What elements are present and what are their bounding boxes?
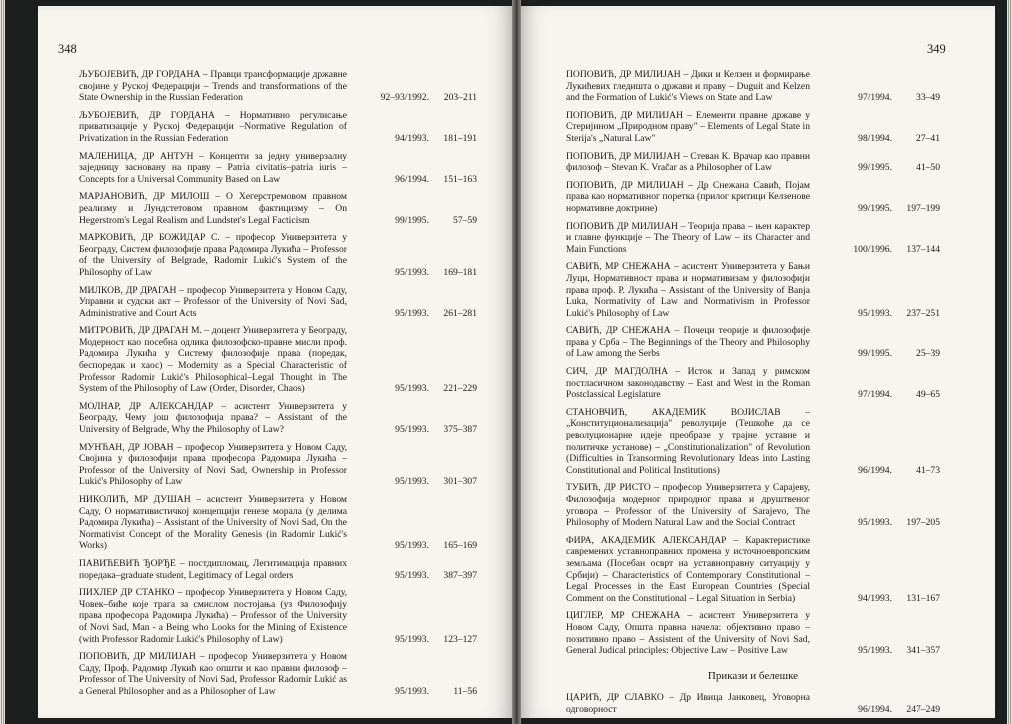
entry-pages: 25–39: [916, 348, 940, 360]
entry-pages: 57–59: [453, 214, 477, 226]
bibliography-entry: [79, 587, 477, 645]
entry-text: ПАВИЋЕВИЋ ЂОРЂЕ – постдипломац, Легитимација правних поредака–graduate student, Legitimacy of Legal orders: [79, 557, 347, 581]
book-gutter: [512, 0, 521, 724]
entry-issue: 94/1993.: [858, 592, 892, 604]
entry-issue: 95/1993.: [395, 685, 429, 697]
entry-issue: 95/1993.: [395, 307, 429, 319]
entry-pages: 131–167: [906, 592, 940, 604]
section-entries: [566, 692, 940, 715]
entry-text: СИЧ, ДР МАГДОЛНА – Исток и Запад у римском постласичном законодавству – East and West in the Roman Postclassical Legislature: [566, 366, 810, 401]
entry-pages: 41–50: [916, 162, 940, 174]
entry-issue: 98/1994.: [858, 132, 892, 144]
entry-text: ЉУБОЈЕВИЋ, ДР ГОРДАНА – Правци трансформације државне својине у Рускoj Федерацији – Trends and transformations of the State Ownership in the Russian Federation: [79, 69, 347, 104]
entry-pages: 247–249: [906, 703, 940, 715]
entry-issue: 95/1993.: [395, 633, 429, 645]
bibliography-entry: [79, 558, 477, 581]
entry-text: ЦАРИЋ, ДР СЛАВКО – Др Ивица Јанковец, Уговорна одговорност: [566, 692, 810, 715]
entry-pages: 181–191: [443, 132, 477, 144]
entry-issue: 95/1993.: [858, 307, 892, 319]
entry-pages: 341–357: [906, 645, 940, 657]
entry-issue: 100/1996.: [853, 243, 892, 255]
entry-issue: 95/1993.: [395, 424, 429, 436]
bibliography-entry: [79, 232, 477, 278]
entry-text: ЦИГЛЕР, МР СНЕЖАНА – асистент Универзитета у Новом Саду, Општа правна начела: објективно право – позитивно право – Assistent of the University of Novi Sad, General Judical principles: Objective Law – Positive Law: [566, 610, 810, 657]
bibliography-entry: [79, 191, 477, 226]
bibliography-entry: [79, 651, 477, 697]
entry-text: ЉУБОЈЕВИЋ, ДР ГОРДАНА – Нормативно регулисање приватизације у Рускoj Федерацији –Normative Regulation of Privatization in the Russian Federation: [79, 109, 347, 144]
left-page-edges: [0, 0, 5, 724]
entry-pages: 41–73: [916, 464, 940, 476]
entry-pages: 221–229: [443, 383, 477, 395]
entry-pages: 387–397: [443, 569, 477, 581]
entry-pages: 375–387: [443, 424, 477, 436]
entry-pages: 169–181: [443, 266, 477, 278]
entry-issue: 97/1994.: [858, 389, 892, 401]
bibliography-entry: [566, 610, 940, 656]
entry-text: ПОПОВИЋ, ДР МИЛИЈАН – Стеван К. Врачар као правни филозоф – Stevan K. Vračar as a Philosopher of Law: [566, 150, 810, 174]
entry-pages: 123–127: [443, 633, 477, 645]
entry-text: МАРЈАНОВИЋ, ДР МИЛОШ – О Хегерстремовом правном реализму и Лундстетовом правном фактицизму – On Hegerstrom's Legal Realism and Lundstet's Legal Facticism: [79, 191, 347, 226]
entry-pages: 301–307: [443, 476, 477, 488]
entry-issue: 99/1995.: [858, 202, 892, 214]
bibliography-entry: [566, 151, 940, 174]
entry-issue: 95/1993.: [395, 569, 429, 581]
entry-text: МОЛНАР, ДР АЛЕКСАНДАР – асистент Универзитета у Београду, Чему још филозофија права? – Assistant of the University of Belgrade, Why the Philosophy of Law?: [79, 400, 347, 436]
entry-issue: 92–93/1992.: [380, 92, 429, 104]
bibliography-entry: [79, 285, 477, 320]
bibliography-entry: [566, 366, 940, 401]
bibliography-entry: [79, 401, 477, 436]
bibliography-entry: [79, 110, 477, 145]
entry-pages: 11–56: [453, 685, 477, 697]
entry-pages: 49–65: [916, 389, 940, 401]
bibliography-entry: [566, 482, 940, 528]
entry-issue: 99/1995.: [395, 214, 429, 226]
entry-issue: 99/1995.: [858, 162, 892, 174]
right-entries: [566, 69, 940, 657]
entry-pages: 137–144: [906, 243, 940, 255]
entry-issue: 96/1994.: [858, 464, 892, 476]
entry-pages: 203–211: [443, 92, 477, 104]
entry-text: МАРКОВИЋ, ДР БОЖИДАР С. – професор Универзитета у Београду, Систем филозофије права Радомира Лукића – Professor of the University of Belgrade, Radomir Lukić's System of the Philosophy of Law: [79, 232, 347, 278]
entry-text: НИКОЛИЋ, МР ДУШАН – асистент Универзитета у Новом Саду, О нормативистичкој концепцији генезе морала (у делима Радомира Лукића) – Assistant of the University of Novi Sad, On the Normativist Concept of the Morality Genesis (in Radomir Lukić's Works): [79, 494, 347, 552]
entry-text: ТУБИЋ, ДР РИСТО – професор Универзитета у Сарајеву, Филозофија модерног природног права и друштвеног уговора – Professor of the University of Sarajevo, The Philosophy of Modern Natural Law and the Social Contract: [566, 482, 810, 529]
entry-pages: 197–205: [906, 517, 940, 529]
section-title: Прикази и белешке: [707, 669, 799, 682]
bibliography-entry: [566, 535, 940, 605]
entry-pages: 165–169: [443, 540, 477, 552]
entry-pages: 197–199: [906, 202, 940, 214]
entry-text: САВИЋ, МР СНЕЖАНА – асистент Универзитета у Бањи Луци, Нормативност права и нормативизам у филозофији права проф. Р. Лукића – Assistant of the University of Banja Luka, Normativity of Law and Normativism in Professor Lukić's Philosophy of Law: [566, 261, 810, 319]
bibliography-entry: [566, 407, 940, 477]
entry-issue: 94/1993.: [395, 132, 429, 144]
entry-text: ФИРА, АКАДЕМИК АЛЕКСАНДАР – Карактеристике савремених уставноправних промена у источноевропским земљама (Посебан осврт на уставноправну ситуацију у Србији) – Characteristics of Contemporary Constitutional – Legal Processes in the East European Countries (Special Comment on the Constitutional – Legal Situation in Serbia): [566, 534, 810, 604]
page-number-left: 348: [58, 42, 77, 56]
entry-issue: 99/1995.: [858, 348, 892, 360]
entry-issue: 95/1993.: [858, 517, 892, 529]
entry-text: МИТРОВИЋ, ДР ДРАГАН М. – доцент Универзитета у Београду, Модерност као посебна одлика филозофско-правне мисли проф. Радомира Лукића у Систему филозофије права (поредак, беспоредак и хаос) – Modernity as a Special Characteristic of Professor Radomir Lukić's Philosophical–Legal Thought in The System of the Philosophy of Law (Order, Disorder, Chaos): [79, 325, 347, 395]
page-number-right: 349: [927, 42, 946, 56]
entry-pages: 261–281: [443, 307, 477, 319]
entry-issue: 96/1994.: [395, 173, 429, 185]
bibliography-entry: [566, 692, 940, 715]
bibliography-entry: [79, 442, 477, 488]
bibliography-entry: [79, 325, 477, 395]
entry-text: ПОПОВИЋ ДР МИЛИЈАН – Теорија права – њен карактер и главне функције – The Theory of Law – its Character and Main Functions: [566, 220, 810, 255]
bibliography-entry: [566, 325, 940, 360]
entry-pages: 151–163: [443, 173, 477, 185]
bibliography-entry: [566, 180, 940, 215]
left-bibliography-list: [79, 69, 477, 704]
entry-text: ПОПОВИЋ, ДР МИЛИЈАН – Дики и Келзен и формирање Лукићевих гледишта о држави и праву – Duguit and Kelzen and the Formation of Lukić's Views on State and Law: [566, 69, 810, 104]
entry-issue: 97/1994.: [858, 92, 892, 104]
bibliography-entry: [79, 151, 477, 186]
entry-text: МАЛЕНИЦА, ДР АНТУН – Концепти за једну универзалну заједницу засновану на праву – Patria civitatis–patria iuris – Concepts for a Universal Community Based on Law: [79, 150, 347, 185]
bibliography-entry: [79, 69, 477, 104]
entry-pages: 237–251: [906, 307, 940, 319]
right-page-edges: [1007, 0, 1012, 724]
entry-pages: 27–41: [916, 132, 940, 144]
entry-issue: 95/1993.: [395, 383, 429, 395]
entry-text: СТАНОВЧИЋ, АКАДЕМИК ВОЈИСЛАВ – „Конституционализација" револуције (Тешкоће да се револуционарне идеје преобразе у трајне уставне и политичке установе) – „Constitutionalization" of Revolution (Difficulties in Transorming Revolutionary Ideas into Lasting Constitutional and Political Institutions): [566, 406, 810, 476]
entry-issue: 95/1993.: [395, 476, 429, 488]
entry-pages: 33–49: [916, 92, 940, 104]
entry-text: МИЛКОВ, ДР ДРАГАН – професор Универзитета у Новом Саду, Управни и судски акт – Professor of the University of Novi Sad, Administrative and Court Acts: [79, 284, 347, 319]
entry-text: ПОПОВИЋ, ДР МИЛИЈАН – професор Универзитета у Новом Саду, Проф. Радомир Лукић као општи и као правни филозоф – Professor of The University of Novi Sad, Professor Radomir Lukić as a General Philosopher and as a Philosopher of Law: [79, 651, 347, 697]
entry-issue: 95/1993.: [395, 540, 429, 552]
bibliography-entry: [566, 221, 940, 256]
entry-text: САВИЋ, ДР СНЕЖАНА – Почеци теорије и филозофије права у Срба – The Beginnings of the Theory and Philosophy of Law among the Serbs: [566, 325, 810, 360]
entry-issue: 95/1993.: [395, 266, 429, 278]
bibliography-entry: [79, 494, 477, 552]
right-bibliography-list: [566, 69, 940, 722]
entry-text: МУНЋАН, ДР ЈОВАН – професор Универзитета у Новом Саду, Својина у филозофији права професора Радомира Лукића – Professor of the University of Novi Sad, Ownership in Professor Lukić's Philosophy of Law: [79, 441, 347, 488]
entry-text: ПИХЛЕР ДР СТАНКО – професор Универзитета у Новом Саду, Човек–биће које трага за смислом постојања (уз Филозофију права професора Радомира Лукића) – Professor of the University of Novi Sad, Man - a Being who Looks for the Mining of Existence (with Professor Radomir Lukić's Philosophy of Law): [79, 587, 347, 645]
entry-issue: 96/1994.: [858, 703, 892, 715]
entry-issue: 95/1993.: [858, 645, 892, 657]
bibliography-entry: [566, 69, 940, 104]
bibliography-entry: [566, 261, 940, 319]
bibliography-entry: [566, 110, 940, 145]
entry-text: ПОПОВИЋ, ДР МИЛИЈАН – Елементи правне државе у Стеријином „Природном праву" – Elements of Legal State in Sterija's „Natural Law": [566, 109, 810, 144]
entry-text: ПОПОВИЋ, ДР МИЛИЈАН – Др Снежана Савић, Појам права као нормативног поретка (прилог критици Келзенове нормативне доктрине): [566, 179, 810, 214]
